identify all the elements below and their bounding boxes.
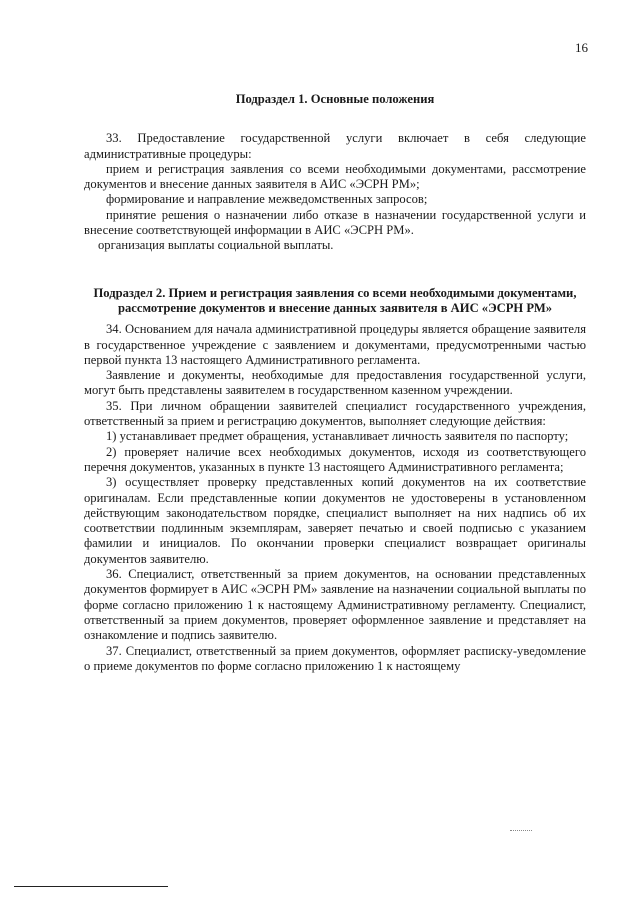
paragraph: Заявление и документы, необходимые для предоставления государственной услуги, могут быть представлены заявителем в государственном казенном учреждении.	[84, 368, 586, 398]
paragraph: принятие решения о назначении либо отказе в назначении государственной услуги и внесение соответствующей информации в АИС «ЭСРН РМ».	[84, 207, 586, 238]
scan-artifact	[510, 830, 532, 832]
paragraph: организация выплаты социальной выплаты.	[98, 238, 334, 253]
paragraph: 33. Предоставление государственной услуги включает в себя следующие административные процедуры:	[84, 131, 586, 161]
paragraph: 37. Специалист, ответственный за прием документов, оформляет расписку-уведомление о приеме документов по форме согласно приложению 1 к настоящему	[84, 643, 586, 673]
paragraph: 36. Специалист, ответственный за прием документов, на основании представленных документов формирует в АИС «ЭСРН РМ» заявление на назначении социальной выплаты по форме согласно приложению 1 к настоящему Административному регламенту. Специалист, ответственный за прием документов, проверяет оформленное заявление и представляет на ознакомление и подпись заявителю.	[84, 567, 586, 643]
section-1-title: Подраздел 1. Основные положения	[235, 92, 435, 106]
footnote-divider	[14, 886, 168, 887]
page-number: 16	[575, 40, 588, 55]
paragraph: 1) устанавливает предмет обращения, устанавливает личность заявителя по паспорту;	[106, 429, 569, 444]
paragraph: 35. При личном обращении заявителей специалист государственного учреждения, ответственный за прием и регистрацию документов, выполняет следующие действия:	[84, 398, 586, 429]
document-body	[84, 92, 586, 674]
paragraph: 2) проверяет наличие всех необходимых документов, исходя из соответствующего перечня документов, указанных в пункте 13 настоящего Административного регламента;	[84, 444, 586, 474]
paragraph: 3) осуществляет проверку представленных копий документов на их соответствие оригиналам. Если представленные копии документов не удостоверены в установленном действующим законодательством порядке, специалист выполняет на них надпись об их соответствии подлинным экземплярам, заверяет печатью и своей подписью с указанием фамилии и инициалов. По окончании проверки специалист возвращает оригиналы документов заявителю.	[84, 475, 586, 566]
paragraph: 34. Основанием для начала административной процедуры является обращение заявителя в государственное учреждение с заявлением и документами, предусмотренными частью первой пункта 13 настоящего Административного регламента.	[84, 322, 586, 367]
section-2-title: Подраздел 2. Прием и регистрация заявления со всеми необходимыми документами, рассмотрение документов и внесение данных заявителя в АИС «ЭСРН РМ»	[93, 285, 577, 315]
paragraph: прием и регистрация заявления со всеми необходимыми документами, рассмотрение документов и внесение данных заявителя в АИС «ЭСРН РМ»;	[84, 161, 586, 192]
paragraph: формирование и направление межведомственных запросов;	[106, 192, 428, 207]
